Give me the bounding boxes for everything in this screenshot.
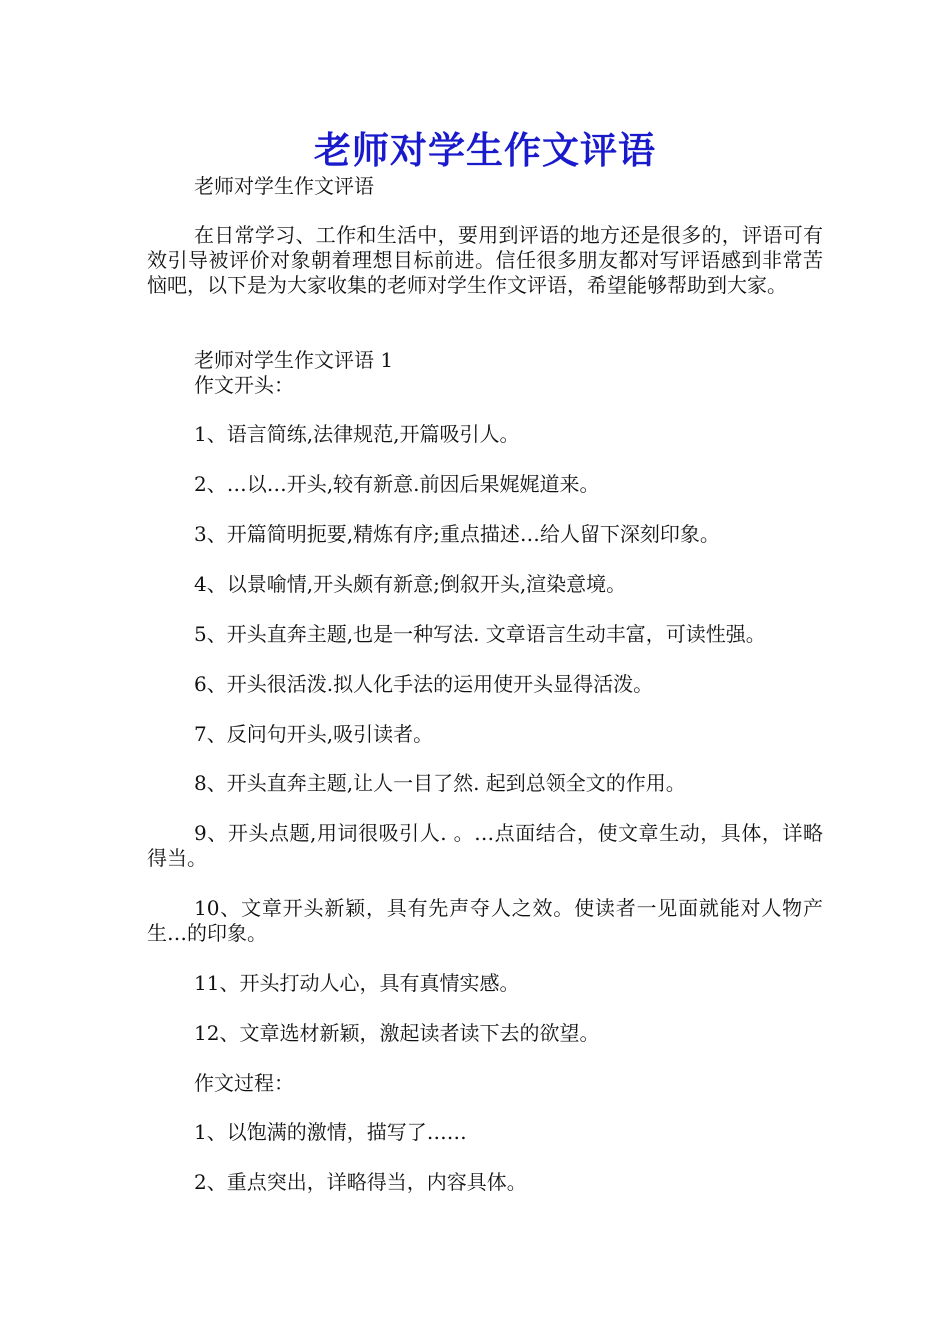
process-heading: 作文过程： bbox=[194, 1071, 294, 1095]
opening-item: 5、开头直奔主题,也是一种写法. 文章语言生动丰富，可读性强。 bbox=[194, 622, 766, 646]
opening-item: 6、开头很活泼.拟人化手法的运用使开头显得活泼。 bbox=[194, 672, 654, 696]
opening-item: 11、开头打动人心，具有真情实感。 bbox=[194, 971, 520, 995]
opening-item: 9、开头点题,用词很吸引人. 。…点面结合，使文章生动，具体，详略得当。 bbox=[147, 821, 823, 870]
opening-item: 12、文章选材新颖，激起读者读下去的欲望。 bbox=[194, 1021, 600, 1045]
opening-item: 10、文章开头新颖，具有先声夺人之效。使读者一见面就能对人物产生…的印象。 bbox=[147, 896, 823, 945]
opening-heading: 作文开头： bbox=[194, 373, 294, 397]
opening-item: 4、以景喻情,开头颇有新意;倒叙开头,渲染意境。 bbox=[194, 572, 627, 596]
document-subtitle: 老师对学生作文评语 bbox=[194, 174, 374, 198]
intro-paragraph: 在日常学习、工作和生活中，要用到评语的地方还是很多的，评语可有效引导被评价对象朝着理想目标前进。信任很多朋友都对写评语感到非常苦恼吧，以下是为大家收集的老师对学生作文评语，希望能够帮助到大家。 bbox=[147, 223, 823, 297]
process-item: 2、重点突出，详略得当，内容具体。 bbox=[194, 1170, 527, 1194]
opening-item: 8、开头直奔主题,让人一目了然. 起到总领全文的作用。 bbox=[194, 771, 686, 795]
opening-item: 3、开篇简明扼要,精炼有序;重点描述…给人留下深刻印象。 bbox=[194, 522, 720, 546]
opening-item: 1、语言简练,法律规范,开篇吸引人。 bbox=[194, 422, 520, 446]
opening-item: 2、…以…开头,较有新意.前因后果娓娓道来。 bbox=[194, 472, 600, 496]
process-item: 1、以饱满的激情，描写了…… bbox=[194, 1120, 467, 1144]
opening-item: 7、反问句开头,吸引读者。 bbox=[194, 722, 434, 746]
section-heading: 老师对学生作文评语 1 bbox=[194, 348, 394, 372]
document-title: 老师对学生作文评语 bbox=[314, 128, 656, 172]
